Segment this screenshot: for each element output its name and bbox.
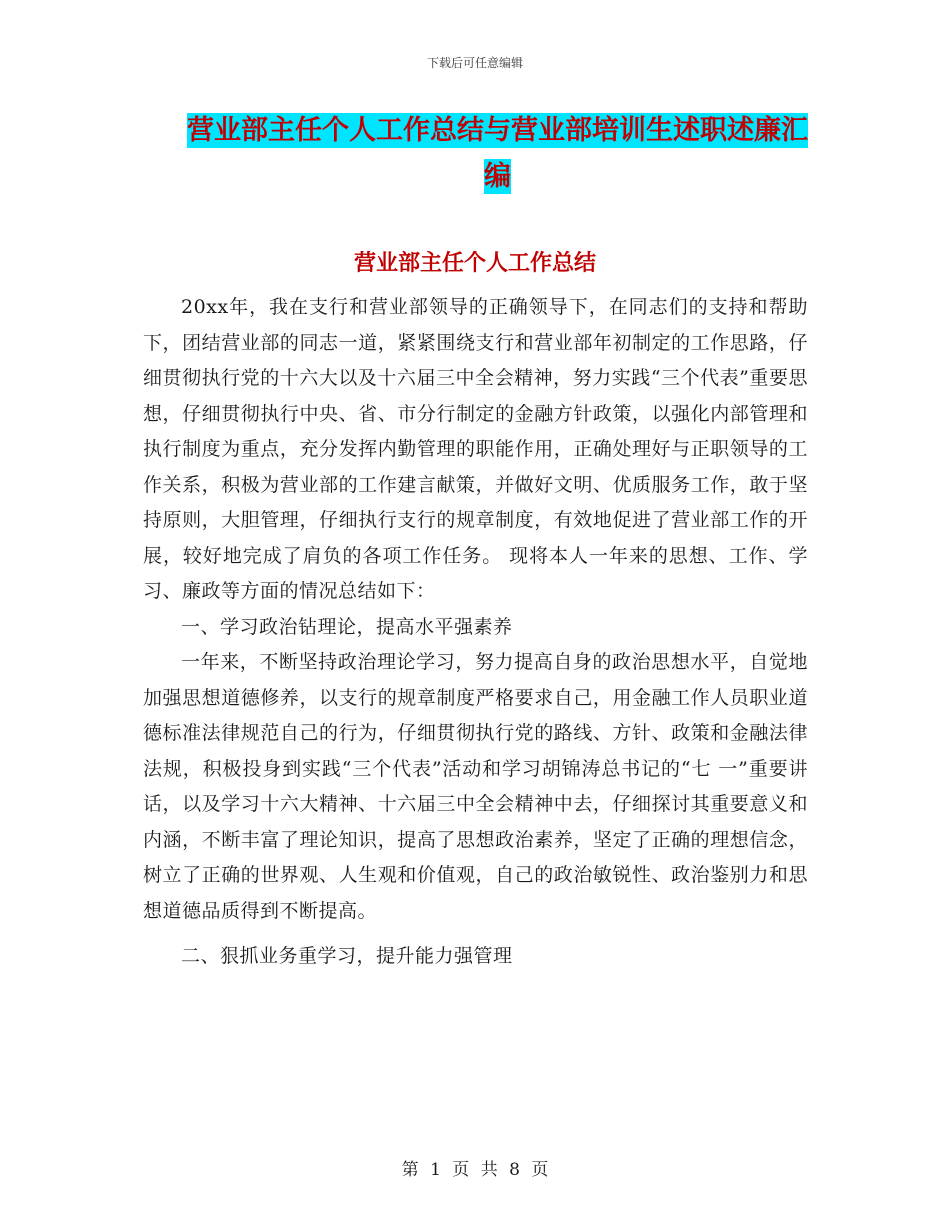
section-title: 营业部主任个人工作总结 <box>353 251 596 276</box>
document-title-text: 营业部主任个人工作总结与营业部培训生述职述廉汇编 <box>187 115 808 192</box>
document-title <box>185 108 810 200</box>
document-body <box>143 290 808 975</box>
subsection-heading: 一、学习政治钻理论，提高水平强素养 <box>181 615 513 638</box>
page-footer: 第 1 页 共 8 页 <box>401 1160 549 1180</box>
subsection-heading: 二、狠抓业务重学习，提升能力强管理 <box>181 945 513 967</box>
body-paragraph: 一年来，不断坚持政治理论学习，努力提高自身的政治思想水平，自觉地加强思想道德修养，以支行的规章制度严格要求自己，用金融工作人员职业道德标准法律规范自己的行为，仔细贯彻执行党的路线、方针、政策和金融法律法规，积极投身到实践“三个代表”活动和学习胡锦涛总书记的“七 一”重要讲话，以及学习十六大精神、十六届三中全会精神中去，仔细探讨其重要意义和内涵，不断丰富了理论知识，提高了思想政治素养，坚定了正确的理想信念，树立了正确的世界观、人生观和价值观，自己的政治敏锐性、政治鉴别力和思想道德品质得到不断提高。 <box>143 651 808 922</box>
page-header-note: 下载后可任意编辑 <box>426 56 523 70</box>
body-paragraph: 20xx年，我在支行和营业部领导的正确领导下，在同志们的支持和帮助下，团结营业部的同志一道，紧紧围绕支行和营业部年初制定的工作思路，仔细贯彻执行党的十六大以及十六届三中全会精神，努力实践“三个代表”重要思想，仔细贯彻执行中央、省、市分行制定的金融方针政策，以强化内部管理和执行制度为重点，充分发挥内勤管理的职能作用，正确处理好与正职领导的工作关系，积极为营业部的工作建言献策，并做好文明、优质服务工作，敢于坚持原则，大胆管理，仔细执行支行的规章制度，有效地促进了营业部工作的开展，较好地完成了肩负的各项工作任务。 现将本人一年来的思想、工作、学习、廉政等方面的情况总结如下： <box>143 296 808 602</box>
